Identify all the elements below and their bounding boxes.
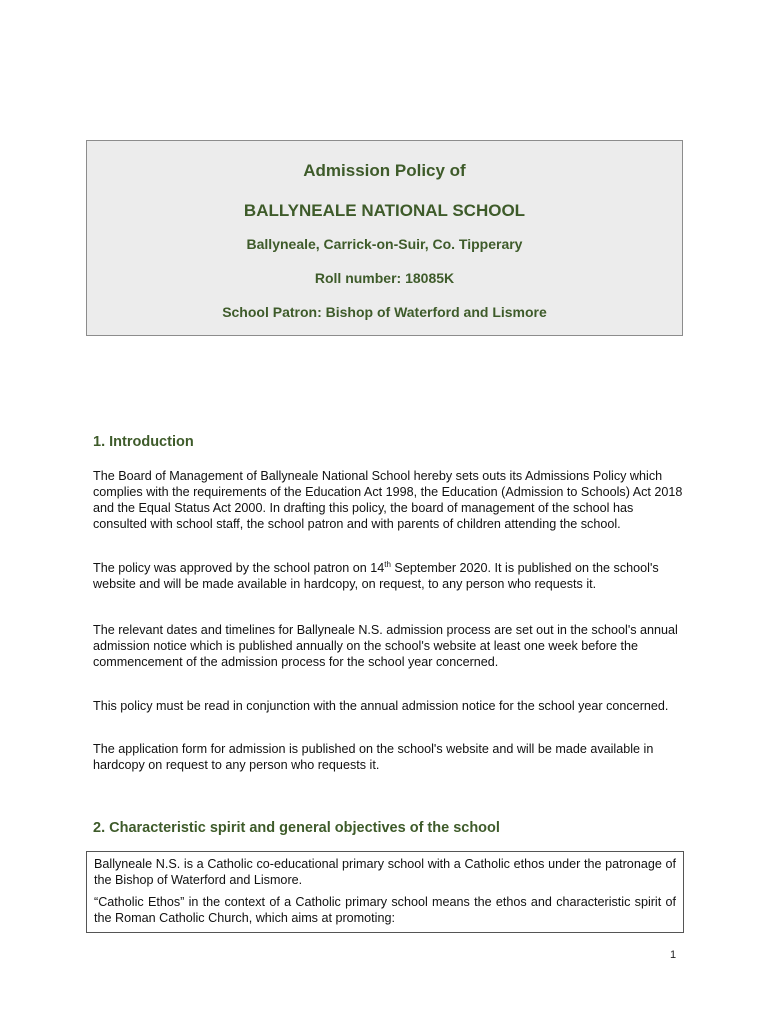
approval-text-start: The policy was approved by the school patron on 14 xyxy=(93,561,385,575)
section-heading-introduction: 1. Introduction xyxy=(93,434,194,450)
intro-paragraph-2 xyxy=(93,560,683,592)
intro-paragraph-5: The application form for admission is published on the school's website and will be made available in hardcopy on request to any person who requests it. xyxy=(93,742,654,772)
approval-date-suffix: th xyxy=(384,559,391,569)
policy-header-box xyxy=(86,140,683,336)
school-address: Ballyneale, Carrick-on-Suir, Co. Tipperary xyxy=(246,236,523,252)
approval-text-end: September 2020. It is published on the school's website and will be made available in hardcopy, on request, to any person who requests it. xyxy=(93,561,659,591)
intro-paragraph-3: The relevant dates and timelines for Ballyneale N.S. admission process are set out in the school's annual admission notice which is published annually on the school's website at least one week before the commencement of the admission process for the school year concerned. xyxy=(93,623,678,669)
spirit-paragraph-2: “Catholic Ethos” in the context of a Catholic primary school means the ethos and characteristic spirit of the Roman Catholic Church, which aims at promoting: xyxy=(94,895,676,925)
intro-paragraph-4: This policy must be read in conjunction with the annual admission notice for the school year concerned. xyxy=(93,699,669,713)
page-number: 1 xyxy=(670,949,677,961)
school-patron: School Patron: Bishop of Waterford and Lismore xyxy=(222,304,547,320)
school-name: BALLYNEALE NATIONAL SCHOOL xyxy=(243,201,526,220)
policy-title: Admission Policy of xyxy=(303,161,466,180)
roll-number: Roll number: 18085K xyxy=(314,270,455,286)
characteristic-spirit-box xyxy=(86,851,684,933)
section-heading-characteristic-spirit: 2. Characteristic spirit and general objectives of the school xyxy=(93,820,500,836)
spirit-paragraph-1: Ballyneale N.S. is a Catholic co-educational primary school with a Catholic ethos under the patronage of the Bishop of Waterford and Lismore. xyxy=(94,857,676,887)
intro-paragraph-1: The Board of Management of Ballyneale National School hereby sets outs its Admissions Policy which complies with the requirements of the Education Act 1998, the Education (Admission to Schools) Act 2018 and the Equal Status Act 2000. In drafting this policy, the board of management of the school has consulted with school staff, the school patron and with parents of children attending the school. xyxy=(93,469,683,531)
